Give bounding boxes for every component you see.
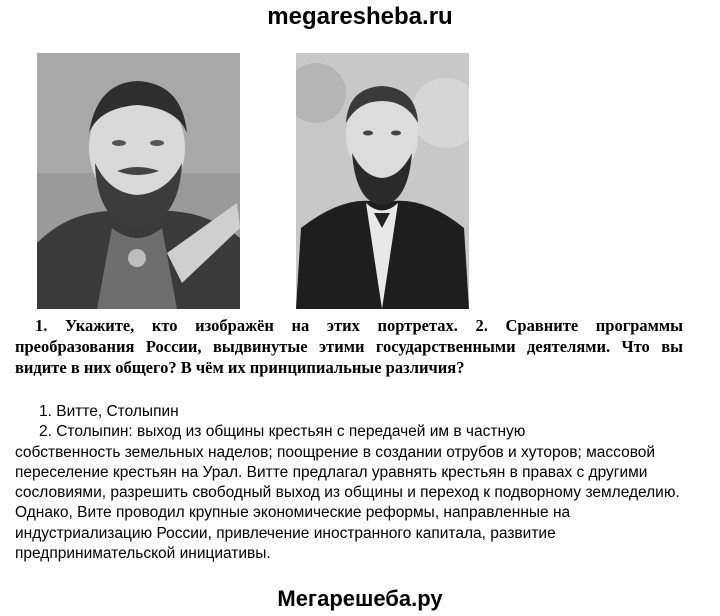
site-watermark-header: megaresheba.ru	[267, 3, 453, 30]
portrait-witte-image	[37, 53, 240, 309]
answer-block	[15, 402, 695, 564]
question-text: 1. Укажите, кто изображён на этих портретах. 2. Сравните программы преобразования России, выдвинутые этими государственными деятелями. Что вы видите в них общего? В чём их принципиальные различия?	[15, 316, 683, 377]
answer-paragraph-body: собственность земельных наделов; поощрение в создании отрубов и хуторов; массовой переселение крестьян на Урал. Витте предлагал уравнять крестьян в правах с другими сословиями, разрешить свободный выход из общины и переход к подворному земледелию. Однако, Вите проводил крупные экономические реформы, направленные на индустриализацию России, привлечение иностранного капитала, развитие предпринимательской инициативы.	[15, 443, 680, 563]
portrait-stolypin-image	[296, 53, 469, 309]
site-watermark-footer: Мегарешеба.ру	[277, 586, 443, 611]
task-question	[15, 315, 683, 378]
answer-line-1: 1. Витте, Столыпин	[39, 403, 179, 420]
answer-line-2-start: 2. Столыпин: выход из общины крестьян с передачей им в частную	[39, 423, 526, 441]
